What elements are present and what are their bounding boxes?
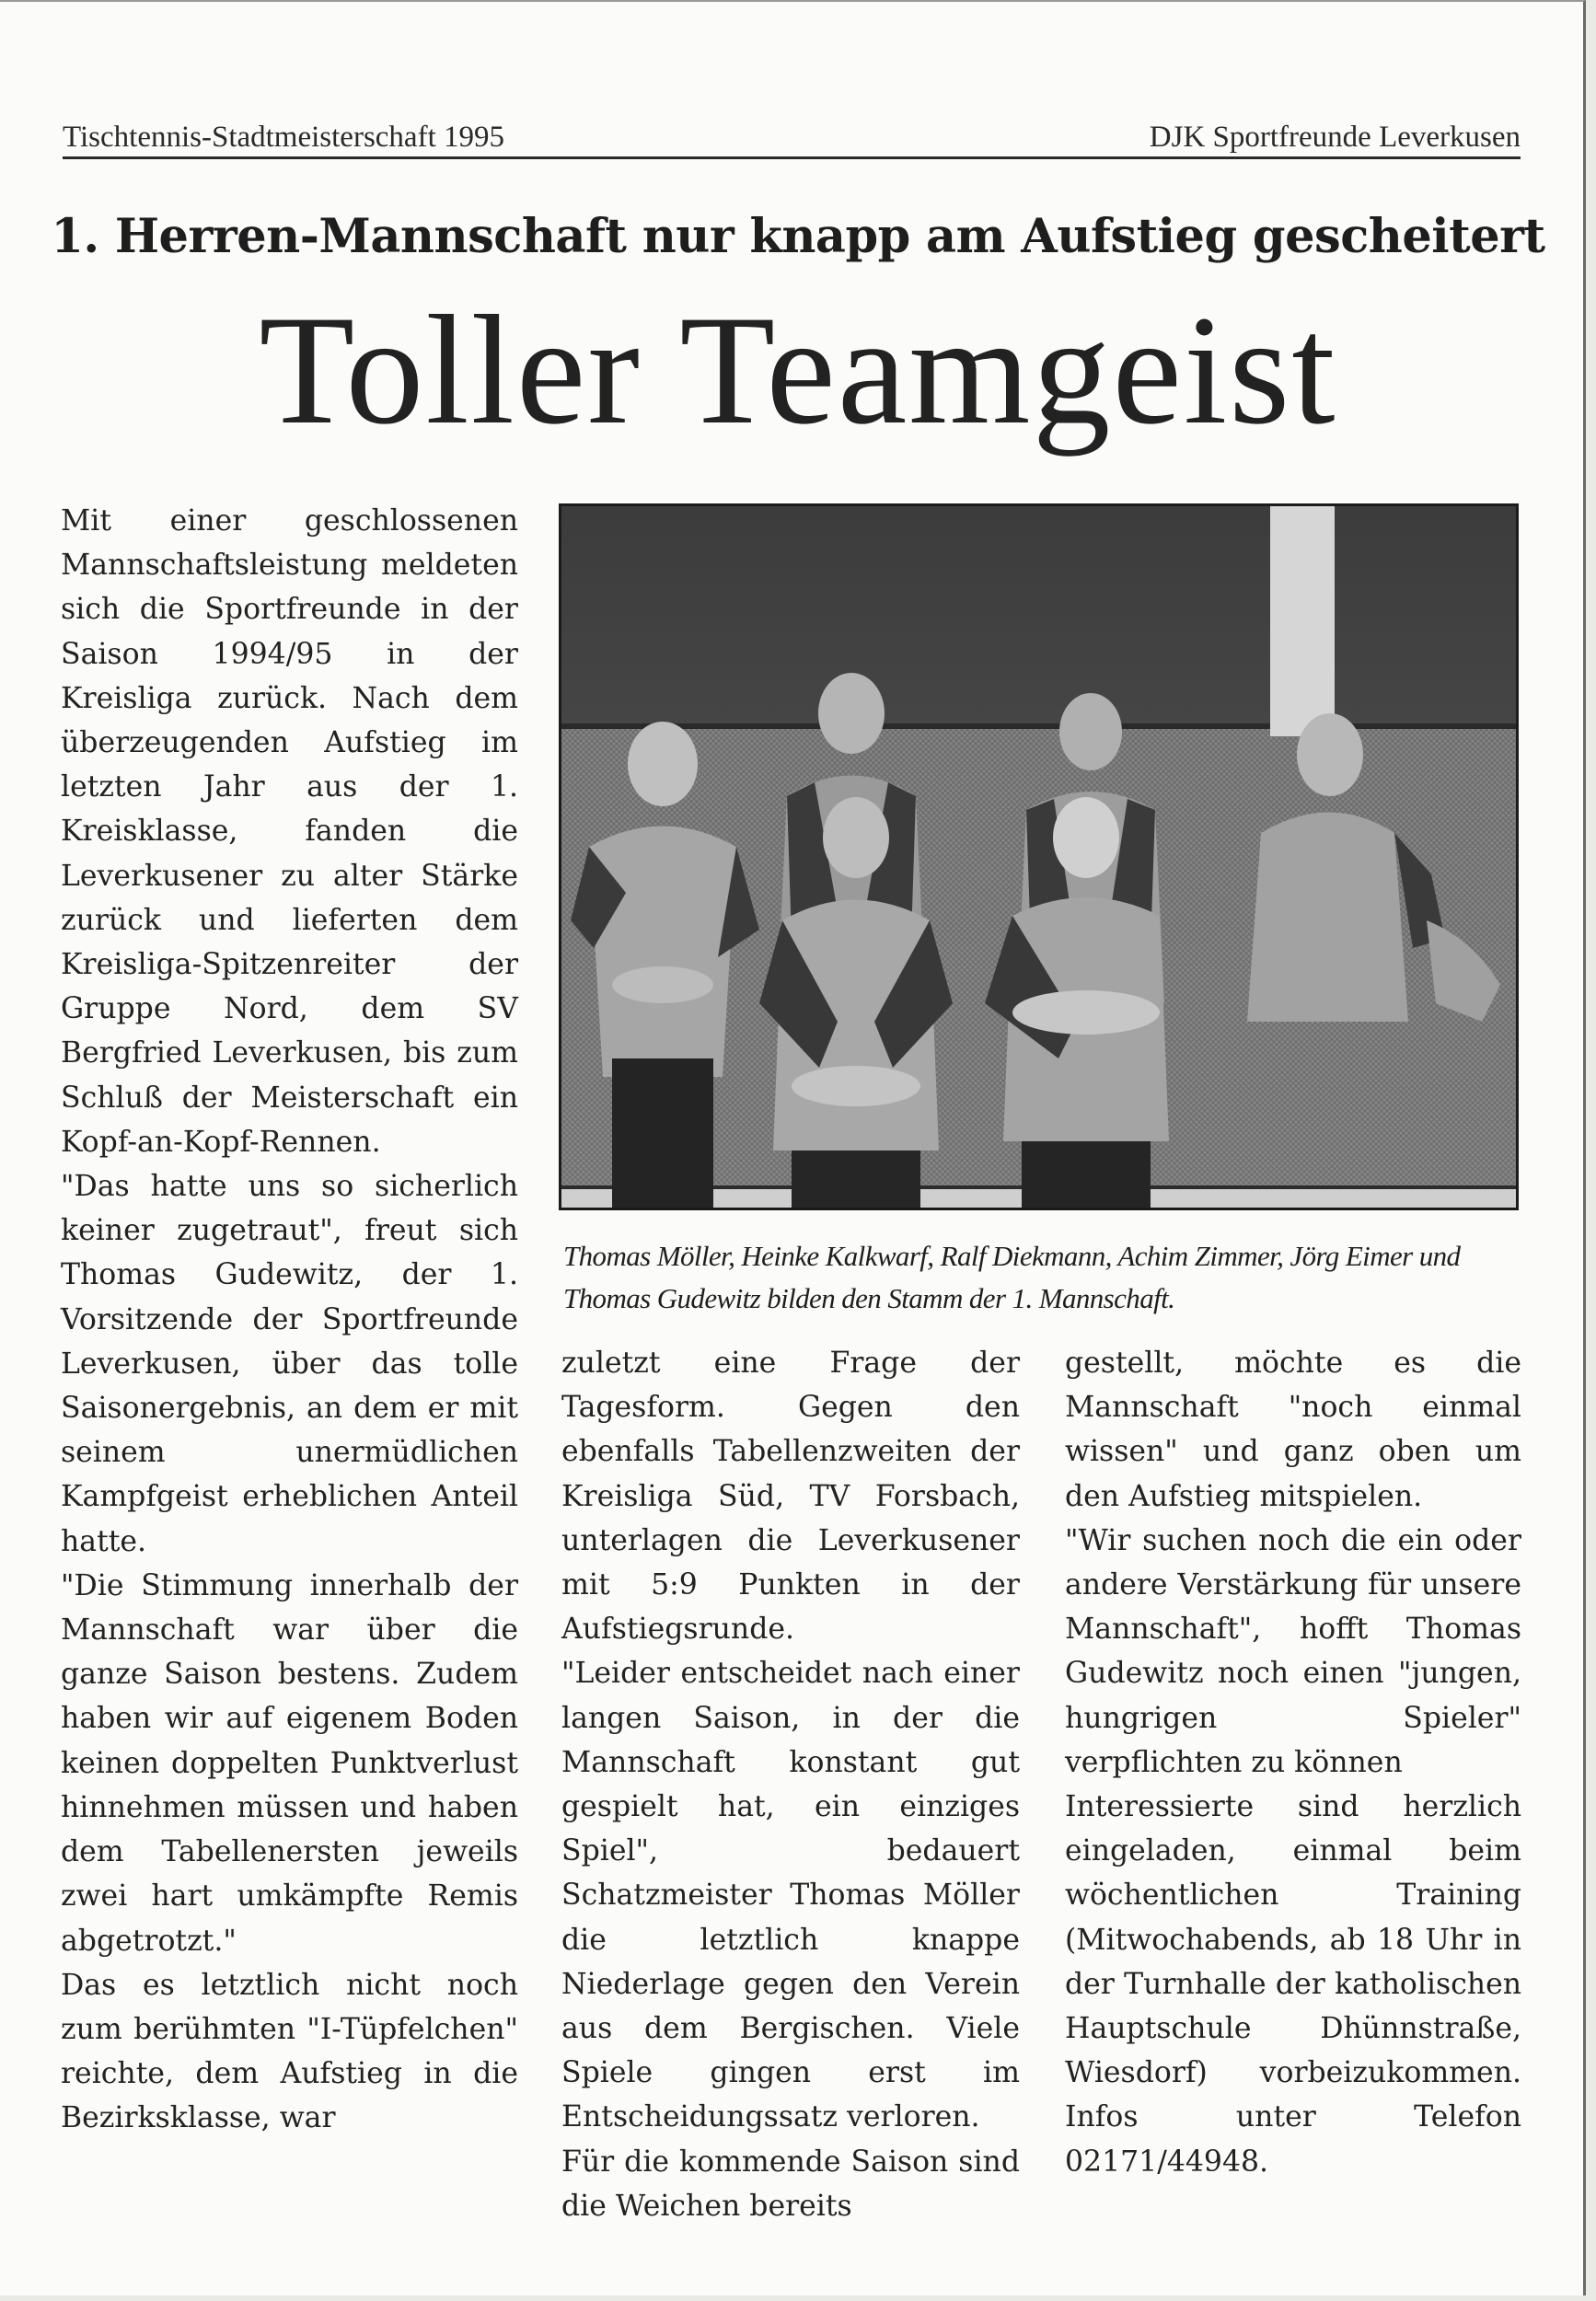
paragraph: "Leider entscheidet nach einer langen Saison, in der die Mannschaft konstant gut gespielt hat, ein einziges Spiel", bedauert Schatzmeister Thomas Möller die letztlich knappe Niederlage gegen den Verein aus dem Bergischen. Viele Spiele gingen erst im Entscheidungssatz verloren. (561, 1657, 1020, 2134)
paragraph: Interessierte sind herzlich eingeladen, einmal beim wöchentlichen Training (Mitwochabends, ab 18 Uhr in der Turnhalle der katholischen Hauptschule Dhünnstraße, Wiesdorf) vorbeizukommen. Infos unter Telefon 02171/44948. (1065, 1790, 1521, 2179)
paragraph: "Wir suchen noch die ein oder andere Verstärkung für unsere Mannschaft", hofft Thomas Gudewitz noch einen "jungen, hungrigen Spieler" verpflichten zu können (1065, 1523, 1521, 1779)
article-kicker: 1. Herren-Mannschaft nur knapp am Aufstieg gescheitert (51, 209, 1545, 264)
article-headline: Toller Teamgeist (259, 283, 1337, 457)
article-column-3 (1065, 1341, 1521, 2184)
header-club-name: DJK Sportfreunde Leverkusen (1149, 121, 1521, 154)
article-column-1 (61, 499, 518, 2141)
paragraph: Für die kommende Saison sind die Weichen bereits (561, 2145, 1020, 2223)
paragraph: zuletzt eine Frage der Tagesform. Gegen den ebenfalls Tabellenzweiten der Kreisliga Süd, TV Forsbach, unterlagen die Leverkusener mit 5:9 Punkten in der Aufstiegsrunde. (561, 1347, 1020, 1647)
photo-caption: Thomas Möller, Heinke Kalkwarf, Ralf Diekmann, Achim Zimmer, Jörg Eimer und Thomas Gudewitz bilden den Stamm der 1. Mannschaft. (563, 1240, 1461, 1314)
team-photo (559, 503, 1519, 1210)
header-event-title: Tischtennis-Stadtmeisterschaft 1995 (63, 121, 504, 154)
paragraph: Das es letztlich nicht noch zum berühmten "I-Tüpfelchen" reichte, dem Aufstieg in die Bezirksklasse, war (61, 1968, 518, 2135)
running-header (63, 120, 1521, 159)
paragraph: "Das hatte uns so sicherlich keiner zugetraut", freut sich Thomas Gudewitz, der 1. Vorsitzende der Sportfreunde Leverkusen, über das tolle Saisonergebnis, an dem er mit seinem unermüdlichen Kampfgeist erheblichen Anteil hatte. (61, 1170, 518, 1558)
paragraph: gestellt, möchte es die Mannschaft "noch einmal wissen" und ganz oben um den Aufstieg mitspielen. (1065, 1347, 1521, 1513)
article-column-2 (561, 1341, 1020, 2228)
paragraph: Mit einer geschlossenen Mannschaftsleistung meldeten sich die Sportfreunde in der Saison 1994/95 in der Kreisliga zurück. Nach dem überzeugenden Aufstieg im letzten Jahr aus der 1. Kreisklasse, fanden die Leverkusener zu alter Stärke zurück und lieferten dem Kreisliga-Spitzenreiter der Gruppe Nord, dem SV Bergfried Leverkusen, bis zum Schluß der Meisterschaft ein Kopf-an-Kopf-Rennen. (61, 504, 518, 1159)
paragraph: "Die Stimmung innerhalb der Mannschaft war über die ganze Saison bestens. Zudem haben wir auf eigenem Boden keinen doppelten Punktverlust hinnehmen müssen und haben dem Tabellenersten jeweils zwei hart umkämpfte Remis abgetrotzt." (61, 1568, 518, 1958)
